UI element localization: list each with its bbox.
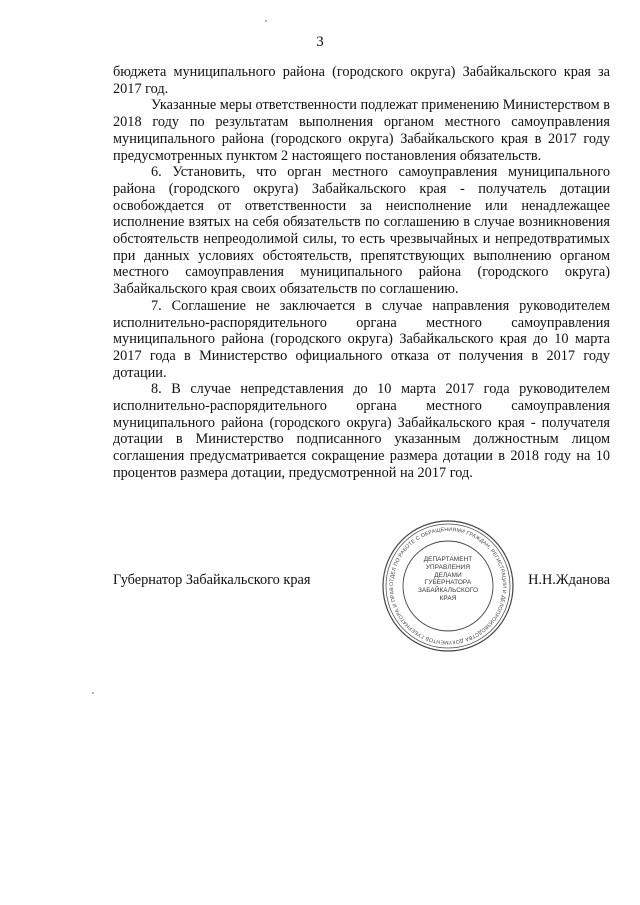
paragraph-responsibility: Указанные меры ответственности подлежат применению Министерством в 2018 году по результатам выполнения органом местного самоуправления муниципального района (городского округа) Забайкальского края в 2017 году предусмотренных пунктом 2 настоящего постановления обязательств. [113,97,610,164]
stamp-line: КРАЯ [439,594,457,602]
signature-block [113,572,610,592]
paragraph-item-8: 8. В случае непредставления до 10 марта 2017 года руководителем исполнительно-распорядительного органа местного самоуправления муниципального района (городского округа) Забайкальского края - получателя дотации в Министерство подписанного указанным должностным лицом соглашения предусматривается сокращение размера дотации в 2018 году на 10 процентов размера дотации, предусмотренной на 2017 год. [113,381,610,481]
scan-speck [265,20,267,22]
stamp-line: ДЕЛАМИ [434,571,462,579]
stamp-center-text [414,556,482,603]
document-body [113,64,610,482]
signatory-name: Н.Н.Жданова [528,572,610,588]
paragraph-item-7: 7. Соглашение не заключается в случае направления руководителем исполнительно-распорядительного органа местного самоуправления муниципального района (городского округа) Забайкальского края до 10 марта 2017 года в Министерство официального отказа от получения в 2017 году дотации. [113,297,610,381]
stamp-line: УПРАВЛЕНИЯ [425,563,471,571]
signatory-title: Губернатор Забайкальского края [113,572,311,588]
page-number: 3 [316,34,324,50]
official-stamp [380,518,516,654]
stamp-line: ДЕПАРТАМЕНТ [423,556,473,563]
paragraph-item-6: 6. Установить, что орган местного самоуправления муниципального района (городского округа) Забайкальского края - получатель дотации освобождается от ответственности за неисполнение или ненадлежащее исполнение взятых на себя обязательств по соглашению в случае возникновения обстоятельств непреодолимой силы, то есть чрезвычайных и непредотвратимых при данных условиях обстоятельств, препятствующих выполнению органом местного самоуправления муниципального района (городского округа) Забайкальского края своих обязательств по соглашению. [113,164,610,298]
scan-speck [92,692,94,694]
paragraph-continuation: бюджета муниципального района (городского округа) Забайкальского края за 2017 год. [113,64,610,97]
stamp-line: ЗАБАЙКАЛЬСКОГО [417,587,479,595]
stamp-line: ГУБЕРНАТОРА [424,579,472,587]
stamp-ring-text: ОТДЕЛ ПО РАБОТЕ С ОБРАЩЕНИЯМИ ГРАЖДАН, РЕГИСТРАЦИИ И ДЕЛОПРОИЗВОДСТВА ДОКУМЕНТОВ ГУБЕРНАТОРА И ПРАВ [388,526,508,646]
